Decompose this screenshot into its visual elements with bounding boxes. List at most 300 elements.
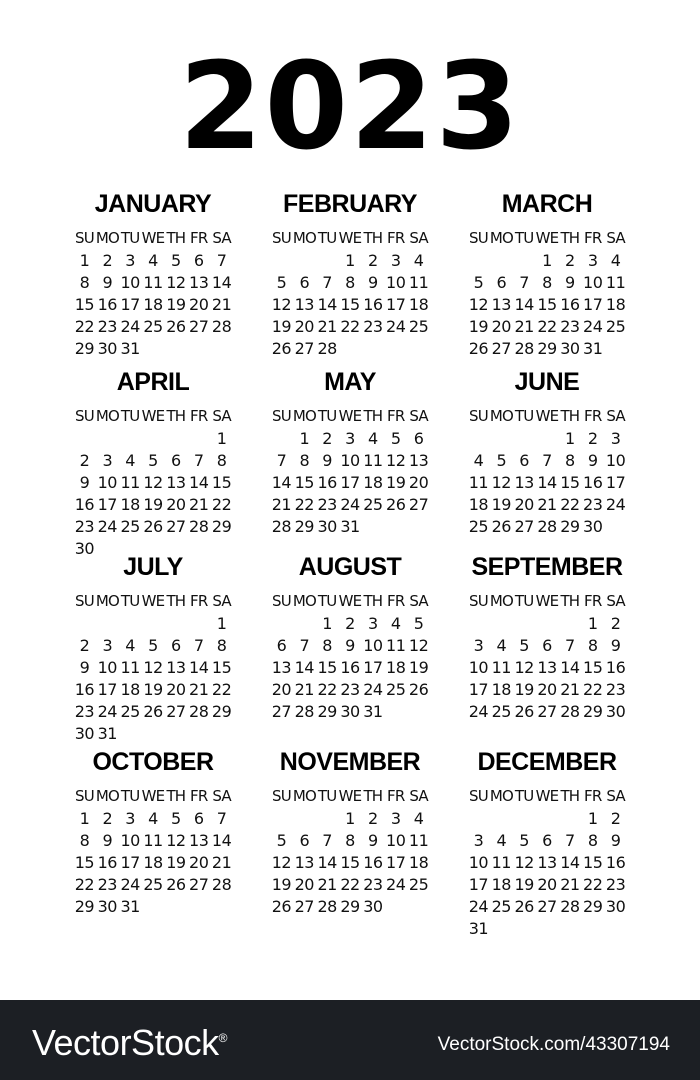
day-number: 6 <box>171 636 181 655</box>
day-number: 3 <box>345 429 355 448</box>
weekday-label: SU <box>468 787 488 805</box>
day-number: 2 <box>610 809 621 828</box>
day-number: 26 <box>143 517 163 536</box>
day-number: 20 <box>514 495 534 514</box>
day-number: 7 <box>216 809 227 828</box>
day-number: 12 <box>468 295 489 314</box>
empty-cell <box>513 613 536 635</box>
day-number: 5 <box>496 451 507 470</box>
day-grid <box>467 786 627 940</box>
day-number: 22 <box>340 317 360 336</box>
weekday-label: FR <box>190 407 208 425</box>
empty-cell <box>293 808 316 830</box>
day-number: 6 <box>299 273 310 292</box>
weekday-label: WE <box>338 787 362 805</box>
empty-cell <box>490 808 513 830</box>
day-number: 21 <box>294 680 314 699</box>
day-number: 24 <box>386 317 406 336</box>
day-number: 24 <box>386 875 406 894</box>
day-number: 3 <box>587 251 598 270</box>
day-number: 26 <box>166 875 186 894</box>
day-number: 15 <box>294 473 314 492</box>
day-number: 1 <box>79 251 90 270</box>
day-number: 30 <box>97 897 117 916</box>
day-number: 30 <box>605 702 626 721</box>
day-number: 31 <box>97 724 117 743</box>
empty-cell <box>467 613 490 635</box>
day-number: 18 <box>120 495 140 514</box>
month-september <box>467 555 627 723</box>
day-number: 23 <box>363 875 383 894</box>
empty-cell <box>73 613 96 635</box>
brand-logo <box>32 1022 227 1064</box>
day-number: 3 <box>390 809 401 828</box>
day-number: 19 <box>166 295 186 314</box>
day-number: 16 <box>363 853 383 872</box>
day-number: 15 <box>560 473 580 492</box>
day-number: 7 <box>322 273 332 292</box>
day-number: 18 <box>143 295 163 314</box>
day-number: 22 <box>211 680 232 699</box>
day-number: 2 <box>102 809 113 828</box>
day-number: 4 <box>496 636 507 655</box>
day-number: 22 <box>583 875 603 894</box>
day-number: 2 <box>322 429 332 448</box>
day-number: 5 <box>148 636 158 655</box>
day-number: 11 <box>143 273 163 292</box>
month-may <box>270 370 430 538</box>
day-number: 19 <box>166 853 186 872</box>
weekday-label: TU <box>317 592 337 610</box>
day-number: 3 <box>473 636 484 655</box>
day-number: 7 <box>276 451 287 470</box>
day-number: 11 <box>491 658 511 677</box>
day-number: 26 <box>491 517 511 536</box>
day-grid <box>467 228 627 360</box>
day-number: 1 <box>565 429 575 448</box>
day-grid <box>270 786 430 918</box>
day-number: 11 <box>468 473 489 492</box>
day-number: 14 <box>560 853 580 872</box>
weekday-label: SA <box>212 787 231 805</box>
day-number: 1 <box>587 614 598 633</box>
empty-cell <box>467 808 490 830</box>
day-number: 5 <box>171 809 181 828</box>
day-number: 14 <box>271 473 292 492</box>
day-number: 27 <box>189 317 209 336</box>
weekday-label: SU <box>468 229 488 247</box>
empty-cell <box>536 613 559 635</box>
day-number: 26 <box>166 317 186 336</box>
day-number: 26 <box>408 680 429 699</box>
weekday-label: SA <box>212 407 231 425</box>
day-number: 14 <box>211 831 232 850</box>
day-number: 8 <box>542 273 552 292</box>
month-january <box>73 192 233 360</box>
day-number: 2 <box>610 614 621 633</box>
day-number: 4 <box>413 809 424 828</box>
day-number: 21 <box>317 875 337 894</box>
day-number: 23 <box>97 317 117 336</box>
weekday-label: SU <box>468 592 488 610</box>
day-number: 11 <box>386 636 406 655</box>
day-number: 25 <box>408 875 429 894</box>
day-number: 22 <box>74 317 95 336</box>
weekday-label: WE <box>338 592 362 610</box>
day-number: 16 <box>340 658 360 677</box>
day-number: 18 <box>363 473 383 492</box>
month-name: APRIL <box>116 368 190 396</box>
day-number: 17 <box>97 495 117 514</box>
weekday-label: WE <box>141 407 165 425</box>
weekday-label: TU <box>514 407 534 425</box>
day-number: 23 <box>605 680 626 699</box>
weekday-label: WE <box>535 787 559 805</box>
day-number: 20 <box>537 680 557 699</box>
day-number: 23 <box>74 702 95 721</box>
day-number: 10 <box>120 831 140 850</box>
day-number: 27 <box>294 897 314 916</box>
month-march <box>467 192 627 360</box>
day-number: 31 <box>120 339 140 358</box>
day-number: 14 <box>537 473 557 492</box>
weekday-label: FR <box>584 787 602 805</box>
weekday-label: WE <box>535 407 559 425</box>
month-april <box>73 370 233 560</box>
weekday-label: MO <box>489 787 514 805</box>
weekday-label: FR <box>584 229 602 247</box>
day-number: 8 <box>299 451 310 470</box>
day-grid <box>270 228 430 360</box>
day-number: 24 <box>97 517 117 536</box>
day-number: 18 <box>120 680 140 699</box>
day-grid <box>73 228 233 360</box>
day-number: 4 <box>125 636 135 655</box>
day-number: 7 <box>322 831 332 850</box>
day-number: 5 <box>276 831 287 850</box>
day-number: 9 <box>587 451 598 470</box>
day-number: 31 <box>340 517 360 536</box>
weekday-label: MO <box>95 229 120 247</box>
day-number: 29 <box>537 339 557 358</box>
day-number: 12 <box>143 473 163 492</box>
day-number: 13 <box>514 473 534 492</box>
day-grid <box>270 591 430 723</box>
weekday-label: TU <box>317 407 337 425</box>
day-number: 13 <box>166 473 186 492</box>
day-number: 28 <box>560 897 580 916</box>
day-number: 27 <box>514 517 534 536</box>
day-number: 22 <box>583 680 603 699</box>
day-number: 21 <box>560 875 580 894</box>
empty-cell <box>119 428 142 450</box>
day-number: 16 <box>583 473 603 492</box>
empty-cell <box>293 250 316 272</box>
weekday-label: MO <box>292 592 317 610</box>
day-number: 1 <box>216 614 227 633</box>
day-number: 9 <box>565 273 575 292</box>
empty-cell <box>270 250 293 272</box>
day-number: 3 <box>610 429 621 448</box>
day-number: 26 <box>271 339 292 358</box>
day-number: 24 <box>468 897 489 916</box>
month-october <box>73 750 233 918</box>
day-number: 20 <box>491 317 511 336</box>
weekday-label: SA <box>409 229 428 247</box>
day-number: 11 <box>120 473 140 492</box>
day-number: 24 <box>605 495 626 514</box>
day-number: 7 <box>565 636 575 655</box>
day-number: 8 <box>322 636 332 655</box>
weekday-label: SA <box>409 407 428 425</box>
day-number: 7 <box>193 451 204 470</box>
day-number: 12 <box>143 658 163 677</box>
day-number: 13 <box>271 658 292 677</box>
day-number: 28 <box>189 517 209 536</box>
day-number: 21 <box>189 495 209 514</box>
day-number: 14 <box>294 658 314 677</box>
day-number: 5 <box>148 451 158 470</box>
day-number: 9 <box>610 831 621 850</box>
weekday-label: FR <box>190 787 208 805</box>
day-number: 15 <box>583 853 603 872</box>
day-number: 6 <box>542 636 552 655</box>
weekday-label: FR <box>387 787 405 805</box>
weekday-label: WE <box>338 229 362 247</box>
day-number: 19 <box>271 317 292 336</box>
day-number: 6 <box>276 636 287 655</box>
day-number: 19 <box>514 680 534 699</box>
day-number: 29 <box>74 897 95 916</box>
day-number: 20 <box>189 853 209 872</box>
day-number: 29 <box>317 702 337 721</box>
day-number: 25 <box>120 702 140 721</box>
empty-cell <box>467 428 490 450</box>
day-number: 29 <box>583 702 603 721</box>
empty-cell <box>270 428 293 450</box>
day-number: 28 <box>211 317 232 336</box>
day-grid <box>270 406 430 538</box>
day-number: 26 <box>514 897 534 916</box>
day-number: 12 <box>386 451 406 470</box>
day-number: 29 <box>211 702 232 721</box>
day-number: 19 <box>514 875 534 894</box>
day-number: 9 <box>610 636 621 655</box>
day-number: 8 <box>79 831 90 850</box>
day-number: 26 <box>514 702 534 721</box>
day-number: 26 <box>468 339 489 358</box>
day-number: 11 <box>363 451 383 470</box>
day-number: 17 <box>340 473 360 492</box>
day-number: 6 <box>496 273 507 292</box>
empty-cell <box>558 808 581 830</box>
weekday-label: SU <box>74 229 94 247</box>
weekday-label: FR <box>584 592 602 610</box>
day-number: 25 <box>386 680 406 699</box>
day-number: 28 <box>189 702 209 721</box>
weekday-label: FR <box>190 592 208 610</box>
day-number: 10 <box>340 451 360 470</box>
day-number: 19 <box>143 495 163 514</box>
empty-cell <box>513 808 536 830</box>
day-number: 19 <box>271 875 292 894</box>
day-number: 14 <box>189 658 209 677</box>
day-number: 27 <box>294 339 314 358</box>
day-number: 4 <box>368 429 378 448</box>
day-number: 20 <box>294 317 314 336</box>
day-number: 2 <box>345 614 355 633</box>
day-number: 16 <box>74 495 95 514</box>
day-number: 2 <box>79 636 90 655</box>
day-number: 15 <box>74 853 95 872</box>
day-number: 18 <box>468 495 489 514</box>
day-number: 11 <box>491 853 511 872</box>
day-number: 7 <box>542 451 552 470</box>
day-number: 23 <box>340 680 360 699</box>
day-number: 1 <box>345 809 355 828</box>
day-number: 23 <box>363 317 383 336</box>
weekday-label: SU <box>271 407 291 425</box>
day-number: 18 <box>408 853 429 872</box>
image-id: VectorStock.com/43307194 <box>437 1034 670 1055</box>
day-number: 9 <box>102 831 113 850</box>
weekday-label: WE <box>141 592 165 610</box>
weekday-label: SA <box>409 787 428 805</box>
weekday-label: MO <box>489 407 514 425</box>
day-number: 14 <box>211 273 232 292</box>
empty-cell <box>536 808 559 830</box>
day-number: 10 <box>363 636 383 655</box>
weekday-label: SU <box>74 592 94 610</box>
month-name: OCTOBER <box>92 748 214 776</box>
day-number: 29 <box>583 897 603 916</box>
weekday-label: TH <box>363 787 383 805</box>
day-number: 6 <box>193 251 204 270</box>
weekday-label: TH <box>560 592 580 610</box>
day-number: 10 <box>468 853 489 872</box>
weekday-label: FR <box>387 407 405 425</box>
day-number: 23 <box>583 495 603 514</box>
day-number: 2 <box>565 251 575 270</box>
day-number: 24 <box>120 875 140 894</box>
empty-cell <box>73 428 96 450</box>
month-name: MAY <box>324 368 376 396</box>
weekday-label: MO <box>95 592 120 610</box>
day-number: 17 <box>97 680 117 699</box>
empty-cell <box>558 613 581 635</box>
empty-cell <box>536 428 559 450</box>
day-number: 9 <box>368 273 378 292</box>
day-number: 27 <box>537 897 557 916</box>
day-number: 4 <box>610 251 621 270</box>
day-number: 9 <box>368 831 378 850</box>
empty-cell <box>187 428 210 450</box>
day-number: 10 <box>468 658 489 677</box>
day-number: 14 <box>317 853 337 872</box>
weekday-label: WE <box>535 229 559 247</box>
day-number: 24 <box>120 317 140 336</box>
weekday-label: MO <box>489 229 514 247</box>
weekday-label: SA <box>606 407 625 425</box>
day-number: 1 <box>79 809 90 828</box>
day-number: 7 <box>216 251 227 270</box>
day-number: 26 <box>143 702 163 721</box>
empty-cell <box>467 250 490 272</box>
day-number: 27 <box>166 702 186 721</box>
weekday-label: WE <box>535 592 559 610</box>
day-number: 18 <box>143 853 163 872</box>
day-number: 13 <box>189 273 209 292</box>
day-number: 28 <box>514 339 534 358</box>
day-number: 4 <box>390 614 401 633</box>
day-number: 20 <box>271 680 292 699</box>
day-number: 24 <box>340 495 360 514</box>
day-number: 19 <box>386 473 406 492</box>
month-name: MARCH <box>501 190 593 218</box>
day-number: 27 <box>166 517 186 536</box>
day-number: 16 <box>605 853 626 872</box>
weekday-label: MO <box>489 592 514 610</box>
month-name: DECEMBER <box>477 748 617 776</box>
day-number: 16 <box>97 853 117 872</box>
day-number: 19 <box>143 680 163 699</box>
day-number: 14 <box>189 473 209 492</box>
weekday-label: TU <box>317 229 337 247</box>
day-number: 3 <box>125 251 135 270</box>
day-number: 24 <box>97 702 117 721</box>
day-number: 10 <box>386 831 406 850</box>
day-number: 17 <box>363 658 383 677</box>
day-number: 21 <box>211 853 232 872</box>
day-number: 3 <box>390 251 401 270</box>
day-number: 21 <box>211 295 232 314</box>
day-number: 7 <box>519 273 529 292</box>
day-number: 18 <box>386 658 406 677</box>
weekday-label: SU <box>468 407 488 425</box>
day-number: 15 <box>583 658 603 677</box>
day-number: 8 <box>345 273 355 292</box>
day-number: 4 <box>148 251 158 270</box>
watermark-bar <box>0 1000 700 1080</box>
month-name: JANUARY <box>94 190 212 218</box>
day-number: 9 <box>102 273 113 292</box>
day-grid <box>467 406 627 538</box>
day-number: 11 <box>408 273 429 292</box>
year-title: 2023 <box>179 38 521 177</box>
weekday-label: FR <box>387 592 405 610</box>
day-number: 9 <box>345 636 355 655</box>
weekday-label: SU <box>271 787 291 805</box>
day-number: 13 <box>189 831 209 850</box>
day-number: 11 <box>120 658 140 677</box>
day-number: 23 <box>605 875 626 894</box>
day-number: 23 <box>97 875 117 894</box>
day-number: 25 <box>491 897 511 916</box>
month-july <box>73 555 233 745</box>
month-name: FEBRUARY <box>283 190 417 218</box>
weekday-label: FR <box>387 229 405 247</box>
day-number: 5 <box>171 251 181 270</box>
day-number: 21 <box>514 317 534 336</box>
day-number: 13 <box>491 295 511 314</box>
day-number: 25 <box>143 875 163 894</box>
day-number: 30 <box>583 517 603 536</box>
weekday-label: TU <box>317 787 337 805</box>
empty-cell <box>119 613 142 635</box>
day-number: 8 <box>345 831 355 850</box>
day-number: 20 <box>408 473 429 492</box>
day-number: 5 <box>413 614 424 633</box>
